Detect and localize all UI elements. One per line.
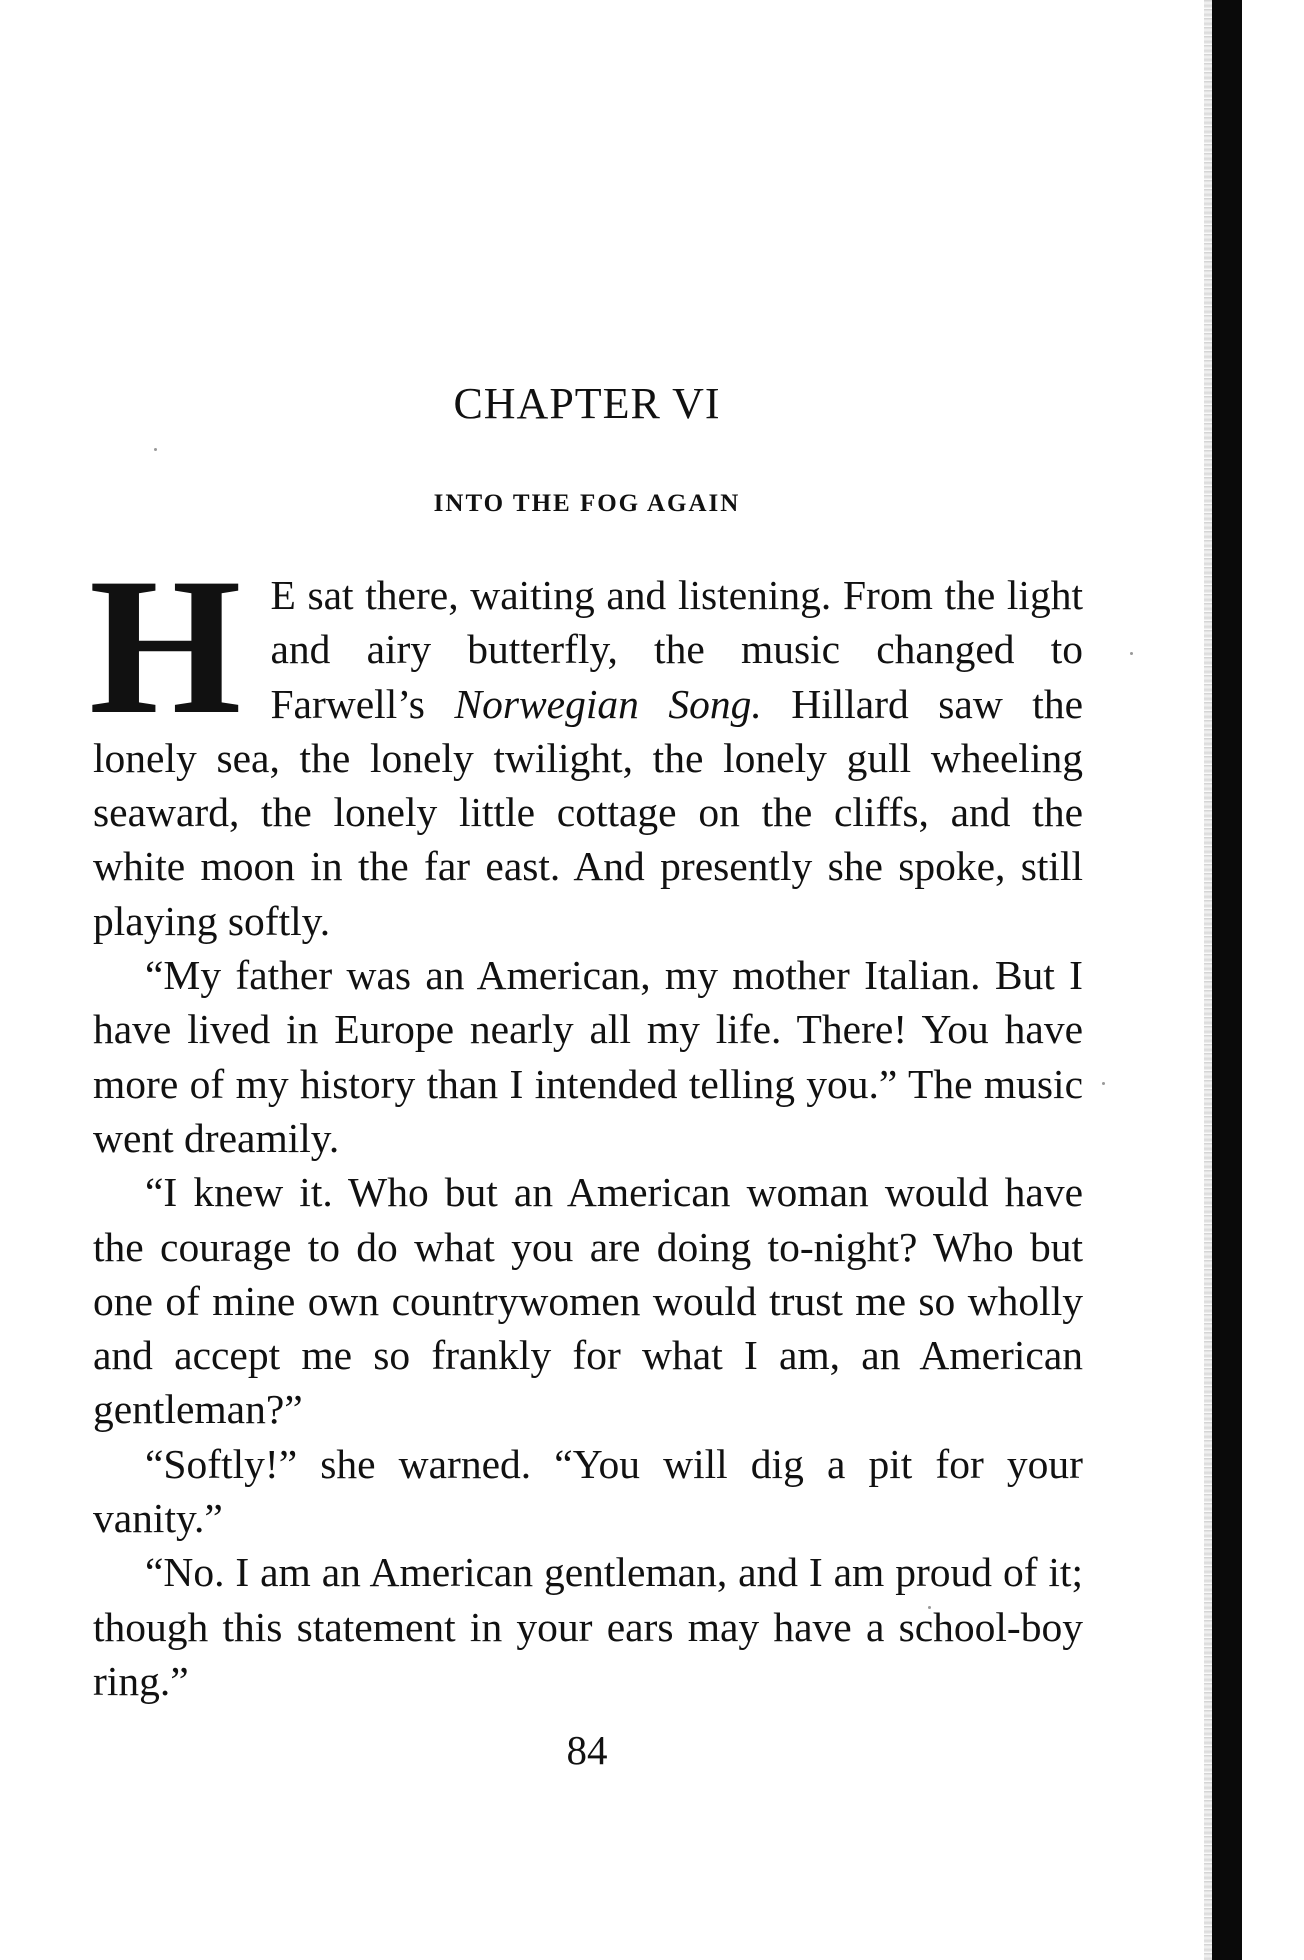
paragraph-1-rest: Hillard saw the lonely sea, the lonely twilight, the lonely gull wheeling seaward, the lonely little cottage on the cliffs, and the white moon in the far east. And presently she spoke, still playing softly. <box>93 680 1083 944</box>
book-spine-shadow <box>1212 0 1242 1960</box>
scan-speck <box>1130 652 1133 655</box>
song-title-italic: Norwegian Song. <box>454 680 762 727</box>
page-number: 84 <box>566 1727 608 1773</box>
paragraph-2: “My father was an American, my mother Italian. But I have lived in Europe nearly all my life. There! You have more of my history than I intended telling you.” The music went dreamily. <box>93 952 1083 1161</box>
chapter-subtitle: INTO THE FOG AGAIN <box>433 490 741 517</box>
scan-speck <box>1102 1082 1105 1085</box>
drop-cap: H <box>89 538 239 755</box>
scan-speck <box>154 448 157 451</box>
paragraph-4: “Softly!” she warned. “You will dig a pit for your vanity.” <box>93 1440 1083 1542</box>
body-text <box>89 538 1083 1708</box>
paragraph-1 <box>89 538 1083 948</box>
paragraph-3: “I knew it. Who but an American woman would have the courage to do what you are doing to-night? Who but one of mine own countrywomen would trust me so wholly and accept me so frankly for what I am, an American gentleman?” <box>93 1169 1083 1433</box>
paragraph-5: “No. I am an American gentleman, and I am proud of it; though this statement in your ears may have a school-boy ring.” <box>93 1549 1083 1704</box>
paragraph-1-lead: E sat there, waiting and listening. From the light and airy butterfly, the music changed to Farwell’s <box>270 572 1083 727</box>
chapter-title: CHAPTER VI <box>453 379 721 428</box>
page-edge-shadow <box>1204 0 1212 1960</box>
